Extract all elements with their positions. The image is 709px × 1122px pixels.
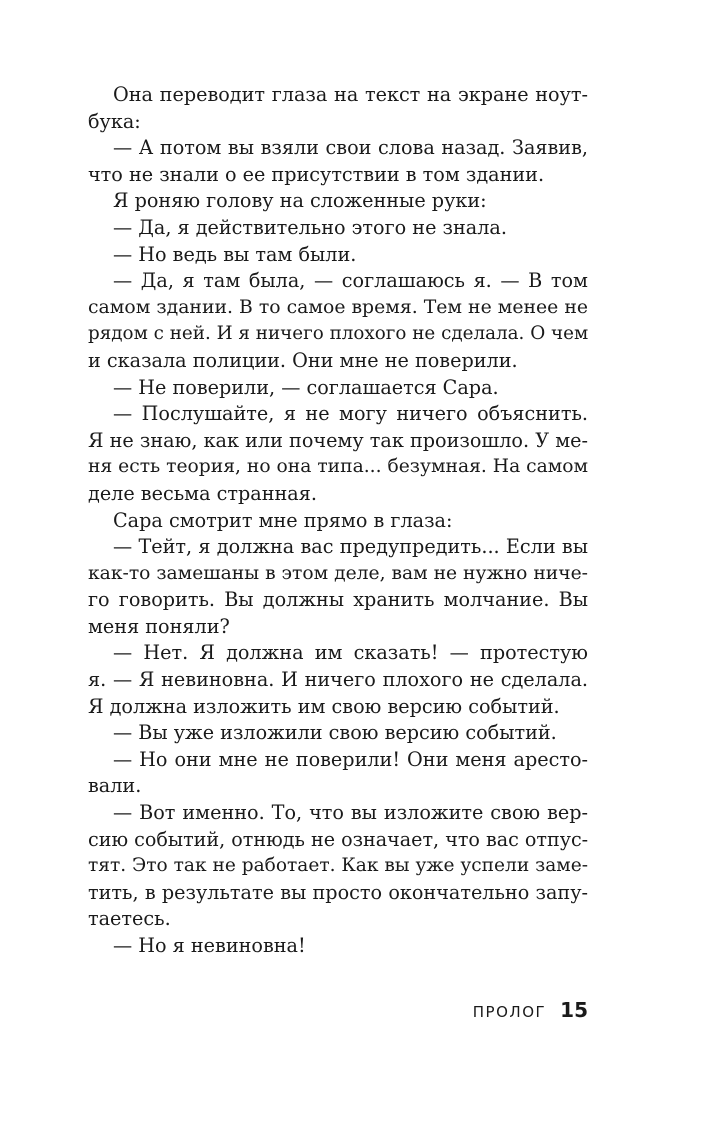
text-line: — Тейт, я должна вас предупредить... Если вы: [113, 535, 588, 559]
page-number: 15: [560, 998, 588, 1022]
text-line: тят. Это так не работает. Как вы уже успели заме-: [88, 855, 588, 877]
text-line: меня поняли?: [88, 614, 230, 638]
text-line: — Да, я действительно этого не знала.: [113, 215, 507, 239]
text-line: вали.: [88, 774, 142, 798]
text-line: что не знали о ее присутствии в том здании.: [88, 162, 545, 186]
text-line: сию событий, отнюдь не означает, что вас отпус-: [88, 827, 589, 851]
text-line: Она переводит глаза на текст на экране ноут-: [113, 83, 588, 106]
text-line: го говорить. Вы должны хранить молчание. Вы: [88, 588, 588, 612]
text-line: бука:: [88, 109, 141, 133]
text-line: — А потом вы взяли свои слова назад. Заявив,: [113, 136, 588, 160]
text-line: тить, в результате вы просто окончательно запу-: [88, 880, 588, 904]
page-text-block: [88, 82, 589, 960]
running-head: ПРОЛОГ: [472, 1003, 547, 1021]
text-line: ня есть теория, но она типа... безумная. На самом: [88, 456, 589, 478]
text-line: Сара смотрит мне прямо в глаза:: [113, 508, 453, 532]
text-line: Я должна изложить им свою версию событий.: [88, 694, 560, 718]
text-line: деле весьма странная.: [88, 481, 317, 505]
text-line: — Но они мне не поверили! Они меня аресто-: [113, 747, 588, 771]
text-line: и сказала полиции. Они мне не поверили.: [88, 348, 518, 372]
text-line: — Не поверили, — соглашается Сара.: [113, 375, 499, 399]
text-line: самом здании. В то самое время. Тем не менее не: [88, 296, 588, 318]
text-line: я. — Я невиновна. И ничего плохого не сделала.: [88, 668, 588, 692]
text-line: — Нет. Я должна им сказать! — протестую: [113, 641, 588, 665]
text-line: — Да, я там была, — соглашаюсь я. — В том: [113, 269, 588, 293]
text-line: — Вот именно. То, что вы изложите свою вер-: [113, 801, 588, 825]
text-line: Я роняю голову на сложенные руки:: [113, 189, 487, 213]
text-line: — Но ведь вы там были.: [113, 242, 357, 266]
text-line: рядом с ней. И я ничего плохого не сделала. О чем: [88, 323, 589, 345]
page-footer: [380, 998, 588, 1028]
text-line: как-то замешаны в этом деле, вам не нужно ниче-: [88, 562, 588, 584]
text-line: таетесь.: [88, 907, 171, 931]
text-line: Я не знаю, как или почему так произошло. У ме-: [88, 428, 588, 452]
text-line: — Но я невиновна!: [113, 934, 306, 957]
text-line: — Послушайте, я не могу ничего объяснить.: [113, 402, 588, 426]
text-line: — Вы уже изложили свою версию событий.: [113, 721, 557, 745]
